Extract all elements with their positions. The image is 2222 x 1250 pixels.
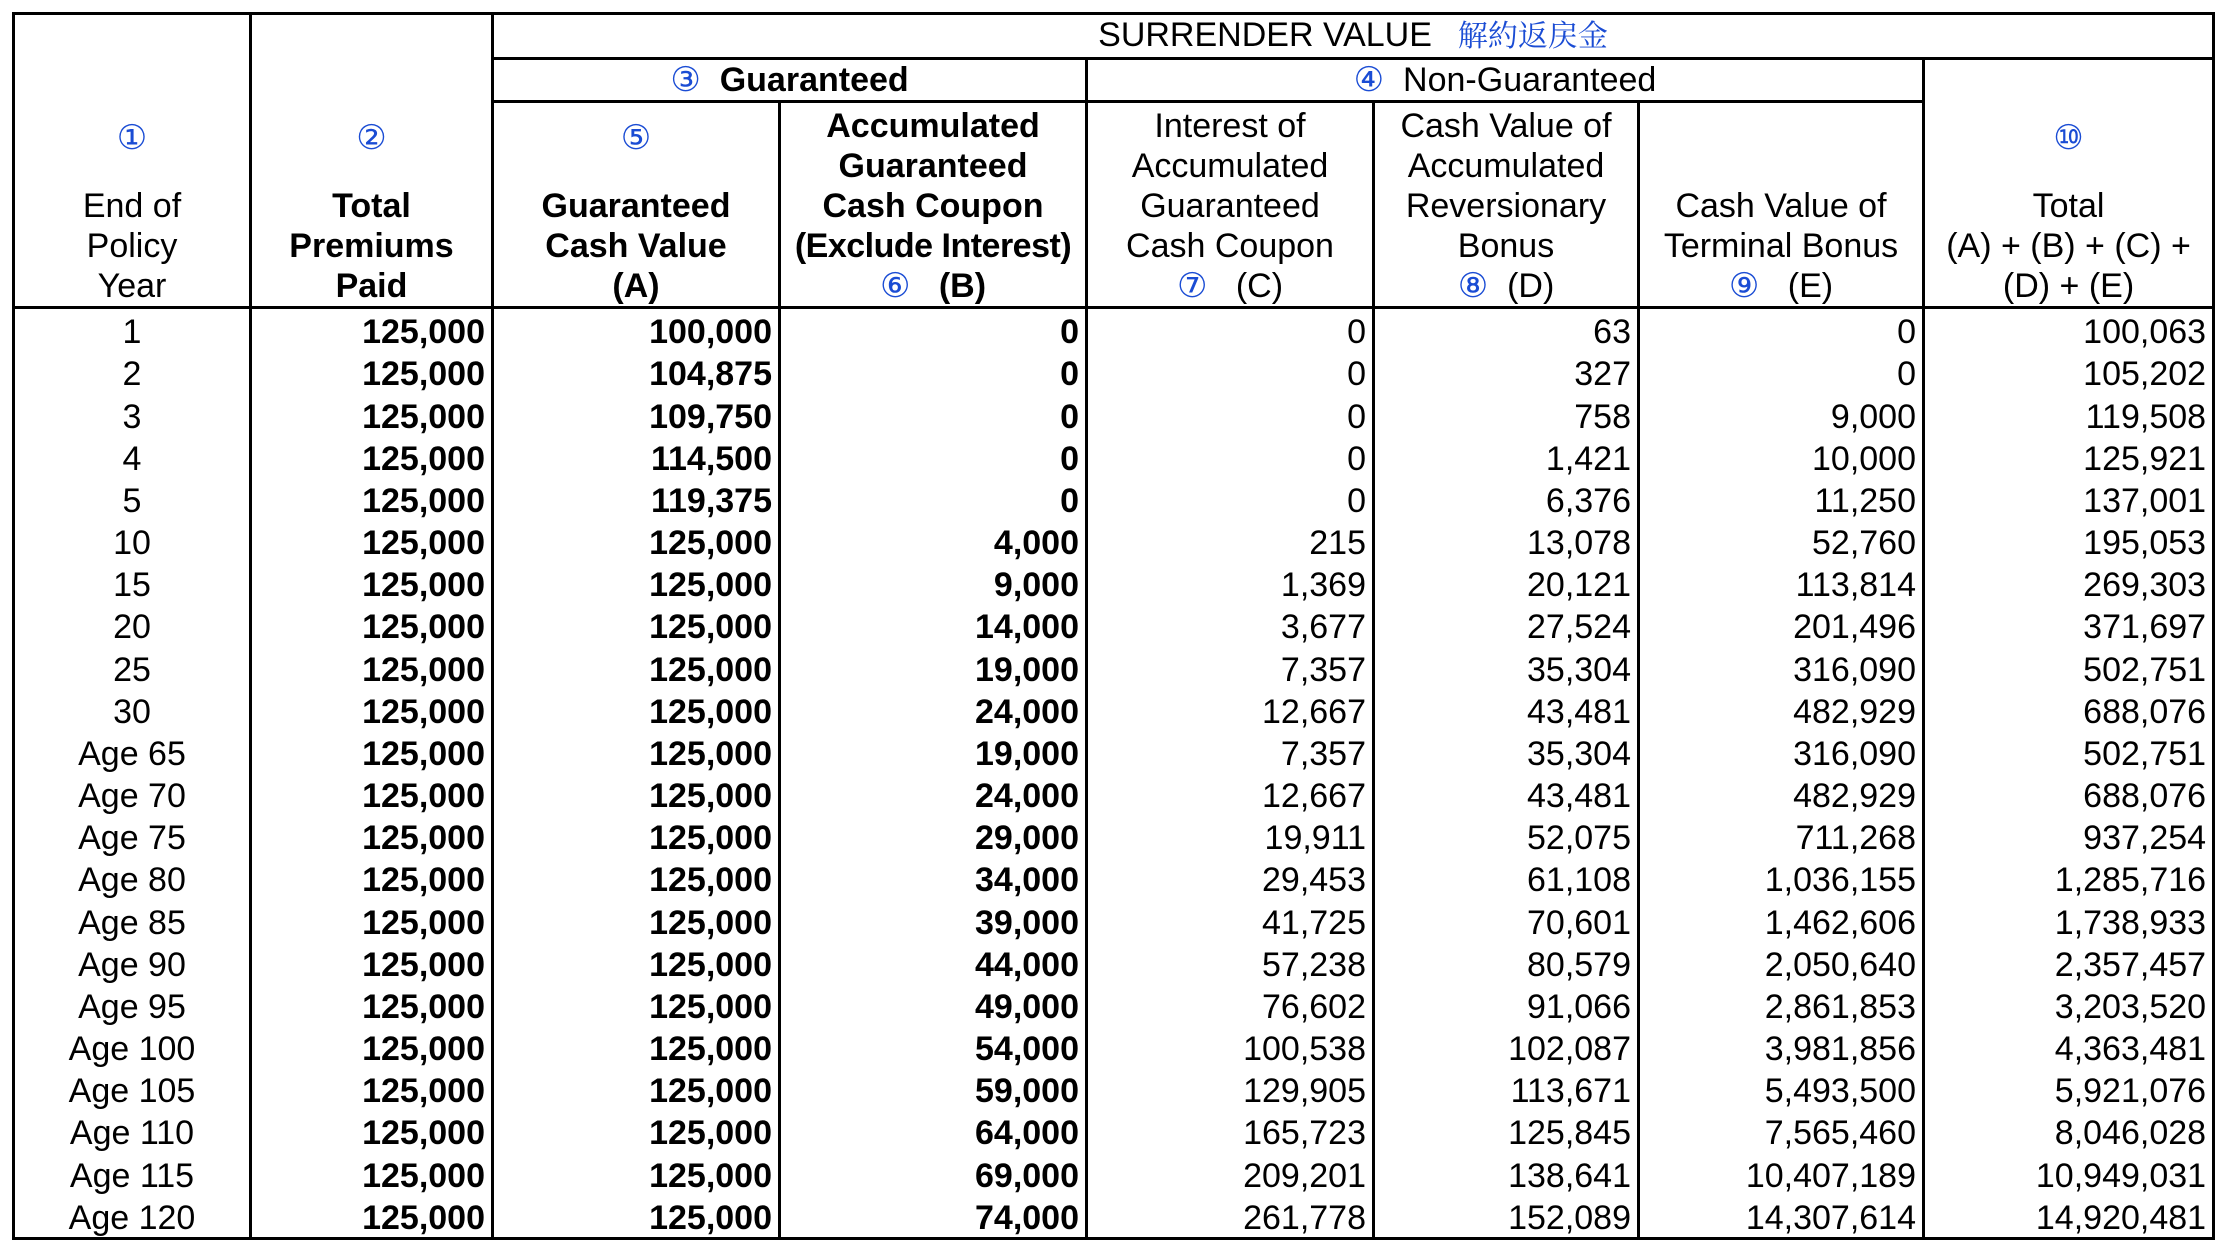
cell-total-premiums: 125,000 bbox=[251, 899, 493, 941]
cell-policy-year: 4 bbox=[14, 436, 251, 478]
cell-guaranteed-cash-value: 125,000 bbox=[493, 562, 780, 604]
guaranteed-label: Guaranteed bbox=[719, 61, 909, 99]
circled-number-6: ⑥ bbox=[879, 267, 911, 305]
cell-accumulated-cash-coupon: 14,000 bbox=[780, 604, 1087, 646]
header-line: End of bbox=[82, 187, 182, 225]
cell-guaranteed-cash-value: 125,000 bbox=[493, 815, 780, 857]
cell-reversionary-bonus: 327 bbox=[1374, 351, 1639, 393]
cell-reversionary-bonus: 52,075 bbox=[1374, 815, 1639, 857]
cell-policy-year: Age 110 bbox=[14, 1110, 251, 1152]
cell-reversionary-bonus: 43,481 bbox=[1374, 689, 1639, 731]
header-total-premiums bbox=[251, 14, 493, 308]
cell-total: 105,202 bbox=[1924, 351, 2214, 393]
cell-interest-cash-coupon: 0 bbox=[1087, 436, 1374, 478]
cell-interest-cash-coupon: 100,538 bbox=[1087, 1026, 1374, 1068]
header-line: (Exclude Interest) bbox=[794, 227, 1072, 265]
cell-guaranteed-cash-value: 125,000 bbox=[493, 520, 780, 562]
cell-interest-cash-coupon: 215 bbox=[1087, 520, 1374, 562]
cell-reversionary-bonus: 20,121 bbox=[1374, 562, 1639, 604]
header-line: Guaranteed bbox=[1140, 187, 1320, 225]
cell-terminal-bonus: 14,307,614 bbox=[1639, 1195, 1924, 1239]
header-line: Cash Coupon bbox=[822, 187, 1044, 225]
header-terminal-bonus bbox=[1639, 102, 1924, 308]
cell-accumulated-cash-coupon: 0 bbox=[780, 308, 1087, 352]
cell-policy-year: 2 bbox=[14, 351, 251, 393]
table-row bbox=[14, 308, 2214, 352]
cell-accumulated-cash-coupon: 24,000 bbox=[780, 773, 1087, 815]
table-row bbox=[14, 942, 2214, 984]
cell-accumulated-cash-coupon: 19,000 bbox=[780, 731, 1087, 773]
cell-guaranteed-cash-value: 125,000 bbox=[493, 646, 780, 688]
header-policy-year bbox=[14, 14, 251, 308]
cell-policy-year: Age 75 bbox=[14, 815, 251, 857]
cell-interest-cash-coupon: 29,453 bbox=[1087, 857, 1374, 899]
cell-total: 688,076 bbox=[1924, 689, 2214, 731]
surrender-value-title-jp: 解約返戻金 bbox=[1457, 19, 1608, 54]
cell-interest-cash-coupon: 0 bbox=[1087, 308, 1374, 352]
cell-interest-cash-coupon: 0 bbox=[1087, 351, 1374, 393]
cell-total: 4,363,481 bbox=[1924, 1026, 2214, 1068]
cell-terminal-bonus: 113,814 bbox=[1639, 562, 1924, 604]
circled-number-9: ⑨ bbox=[1728, 267, 1760, 305]
cell-guaranteed-cash-value: 125,000 bbox=[493, 899, 780, 941]
cell-terminal-bonus: 2,861,853 bbox=[1639, 984, 1924, 1026]
cell-policy-year: Age 115 bbox=[14, 1152, 251, 1194]
cell-total-premiums: 125,000 bbox=[251, 646, 493, 688]
cell-total-premiums: 125,000 bbox=[251, 773, 493, 815]
header-accumulated-cash-coupon bbox=[780, 102, 1087, 308]
cell-interest-cash-coupon: 0 bbox=[1087, 393, 1374, 435]
cell-total-premiums: 125,000 bbox=[251, 689, 493, 731]
cell-policy-year: Age 95 bbox=[14, 984, 251, 1026]
cell-accumulated-cash-coupon: 19,000 bbox=[780, 646, 1087, 688]
cell-total: 119,508 bbox=[1924, 393, 2214, 435]
cell-guaranteed-cash-value: 125,000 bbox=[493, 857, 780, 899]
header-line: Terminal Bonus bbox=[1663, 227, 1899, 265]
header-line: (A) + (B) + (C) + bbox=[1946, 227, 2191, 265]
cell-policy-year: 3 bbox=[14, 393, 251, 435]
cell-interest-cash-coupon: 12,667 bbox=[1087, 773, 1374, 815]
cell-total-premiums: 125,000 bbox=[251, 436, 493, 478]
cell-terminal-bonus: 10,000 bbox=[1639, 436, 1924, 478]
header-interest-cash-coupon bbox=[1087, 102, 1374, 308]
header-surrender-value bbox=[493, 14, 2214, 59]
header-guaranteed-cash-value bbox=[493, 102, 780, 308]
cell-total-premiums: 125,000 bbox=[251, 351, 493, 393]
cell-terminal-bonus: 711,268 bbox=[1639, 815, 1924, 857]
cell-accumulated-cash-coupon: 59,000 bbox=[780, 1068, 1087, 1110]
cell-interest-cash-coupon: 1,369 bbox=[1087, 562, 1374, 604]
header-tag: (D) bbox=[1507, 267, 1555, 305]
cell-total: 10,949,031 bbox=[1924, 1152, 2214, 1194]
cell-reversionary-bonus: 152,089 bbox=[1374, 1195, 1639, 1239]
circled-number-2: ② bbox=[356, 119, 387, 157]
cell-interest-cash-coupon: 209,201 bbox=[1087, 1152, 1374, 1194]
cell-terminal-bonus: 5,493,500 bbox=[1639, 1068, 1924, 1110]
table-row bbox=[14, 1068, 2214, 1110]
header-line: Accumulated bbox=[1131, 147, 1329, 185]
cell-total-premiums: 125,000 bbox=[251, 942, 493, 984]
cell-total: 5,921,076 bbox=[1924, 1068, 2214, 1110]
cell-policy-year: Age 70 bbox=[14, 773, 251, 815]
cell-accumulated-cash-coupon: 24,000 bbox=[780, 689, 1087, 731]
cell-accumulated-cash-coupon: 54,000 bbox=[780, 1026, 1087, 1068]
table-row bbox=[14, 562, 2214, 604]
header-line: Guaranteed bbox=[838, 147, 1028, 185]
header-reversionary-bonus bbox=[1374, 102, 1639, 308]
table-row bbox=[14, 857, 2214, 899]
cell-total-premiums: 125,000 bbox=[251, 1068, 493, 1110]
header-tag: (E) bbox=[1787, 267, 1834, 305]
table-row bbox=[14, 1195, 2214, 1239]
cell-guaranteed-cash-value: 125,000 bbox=[493, 1026, 780, 1068]
header-line: Reversionary bbox=[1405, 187, 1607, 225]
cell-terminal-bonus: 7,565,460 bbox=[1639, 1110, 1924, 1152]
non-guaranteed-label: Non-Guaranteed bbox=[1403, 61, 1657, 99]
circled-number-8: ⑧ bbox=[1457, 267, 1489, 305]
cell-interest-cash-coupon: 57,238 bbox=[1087, 942, 1374, 984]
header-line: Interest of bbox=[1154, 107, 1306, 145]
cell-total: 3,203,520 bbox=[1924, 984, 2214, 1026]
cell-guaranteed-cash-value: 114,500 bbox=[493, 436, 780, 478]
cell-reversionary-bonus: 758 bbox=[1374, 393, 1639, 435]
cell-policy-year: 5 bbox=[14, 478, 251, 520]
table-row bbox=[14, 1026, 2214, 1068]
header-line: Premiums bbox=[289, 227, 454, 265]
surrender-value-title: SURRENDER VALUE bbox=[1098, 16, 1432, 54]
table-row bbox=[14, 436, 2214, 478]
cell-guaranteed-cash-value: 125,000 bbox=[493, 942, 780, 984]
cell-reversionary-bonus: 6,376 bbox=[1374, 478, 1639, 520]
header-tag: (C) bbox=[1235, 267, 1284, 305]
cell-interest-cash-coupon: 261,778 bbox=[1087, 1195, 1374, 1239]
cell-total-premiums: 125,000 bbox=[251, 857, 493, 899]
cell-guaranteed-cash-value: 104,875 bbox=[493, 351, 780, 393]
cell-interest-cash-coupon: 76,602 bbox=[1087, 984, 1374, 1026]
cell-interest-cash-coupon: 165,723 bbox=[1087, 1110, 1374, 1152]
cell-policy-year: Age 105 bbox=[14, 1068, 251, 1110]
circled-number-7: ⑦ bbox=[1176, 267, 1208, 305]
cell-reversionary-bonus: 43,481 bbox=[1374, 773, 1639, 815]
cell-total: 14,920,481 bbox=[1924, 1195, 2214, 1239]
circled-number-4: ④ bbox=[1353, 61, 1385, 99]
cell-accumulated-cash-coupon: 64,000 bbox=[780, 1110, 1087, 1152]
cell-terminal-bonus: 482,929 bbox=[1639, 689, 1924, 731]
cell-reversionary-bonus: 63 bbox=[1374, 308, 1639, 352]
table-row bbox=[14, 815, 2214, 857]
cell-interest-cash-coupon: 7,357 bbox=[1087, 731, 1374, 773]
cell-total-premiums: 125,000 bbox=[251, 562, 493, 604]
cell-interest-cash-coupon: 129,905 bbox=[1087, 1068, 1374, 1110]
cell-interest-cash-coupon: 12,667 bbox=[1087, 689, 1374, 731]
cell-total-premiums: 125,000 bbox=[251, 1152, 493, 1194]
cell-policy-year: Age 120 bbox=[14, 1195, 251, 1239]
cell-policy-year: 1 bbox=[14, 308, 251, 352]
cell-total-premiums: 125,000 bbox=[251, 731, 493, 773]
cell-policy-year: 20 bbox=[14, 604, 251, 646]
cell-interest-cash-coupon: 3,677 bbox=[1087, 604, 1374, 646]
cell-terminal-bonus: 2,050,640 bbox=[1639, 942, 1924, 984]
header-line: Policy bbox=[86, 227, 178, 265]
cell-terminal-bonus: 11,250 bbox=[1639, 478, 1924, 520]
cell-total: 195,053 bbox=[1924, 520, 2214, 562]
header-line: Cash Value of bbox=[1675, 187, 1887, 225]
cell-policy-year: 25 bbox=[14, 646, 251, 688]
cell-guaranteed-cash-value: 125,000 bbox=[493, 689, 780, 731]
cell-guaranteed-cash-value: 109,750 bbox=[493, 393, 780, 435]
cell-accumulated-cash-coupon: 4,000 bbox=[780, 520, 1087, 562]
cell-policy-year: Age 90 bbox=[14, 942, 251, 984]
cell-reversionary-bonus: 35,304 bbox=[1374, 731, 1639, 773]
cell-guaranteed-cash-value: 125,000 bbox=[493, 1110, 780, 1152]
table-row bbox=[14, 731, 2214, 773]
cell-reversionary-bonus: 125,845 bbox=[1374, 1110, 1639, 1152]
cell-guaranteed-cash-value: 125,000 bbox=[493, 731, 780, 773]
table-header bbox=[14, 14, 2214, 308]
cell-terminal-bonus: 0 bbox=[1639, 351, 1924, 393]
cell-total: 100,063 bbox=[1924, 308, 2214, 352]
cell-policy-year: Age 80 bbox=[14, 857, 251, 899]
surrender-value-table bbox=[12, 12, 2215, 1240]
table-row bbox=[14, 1110, 2214, 1152]
cell-reversionary-bonus: 1,421 bbox=[1374, 436, 1639, 478]
cell-reversionary-bonus: 35,304 bbox=[1374, 646, 1639, 688]
table-body bbox=[14, 308, 2214, 1239]
header-line: Year bbox=[97, 267, 167, 305]
cell-total: 8,046,028 bbox=[1924, 1110, 2214, 1152]
cell-terminal-bonus: 0 bbox=[1639, 308, 1924, 352]
cell-terminal-bonus: 1,036,155 bbox=[1639, 857, 1924, 899]
cell-accumulated-cash-coupon: 9,000 bbox=[780, 562, 1087, 604]
cell-policy-year: 10 bbox=[14, 520, 251, 562]
cell-terminal-bonus: 1,462,606 bbox=[1639, 899, 1924, 941]
header-line: Accumulated bbox=[1407, 147, 1605, 185]
cell-accumulated-cash-coupon: 0 bbox=[780, 478, 1087, 520]
cell-total: 502,751 bbox=[1924, 731, 2214, 773]
cell-total-premiums: 125,000 bbox=[251, 393, 493, 435]
cell-accumulated-cash-coupon: 49,000 bbox=[780, 984, 1087, 1026]
header-non-guaranteed bbox=[1087, 59, 1924, 102]
cell-reversionary-bonus: 138,641 bbox=[1374, 1152, 1639, 1194]
table-row bbox=[14, 520, 2214, 562]
cell-total: 1,285,716 bbox=[1924, 857, 2214, 899]
cell-total: 269,303 bbox=[1924, 562, 2214, 604]
cell-terminal-bonus: 52,760 bbox=[1639, 520, 1924, 562]
table-row bbox=[14, 646, 2214, 688]
cell-terminal-bonus: 316,090 bbox=[1639, 731, 1924, 773]
table-row bbox=[14, 773, 2214, 815]
header-tag: (A) bbox=[612, 267, 660, 305]
cell-terminal-bonus: 3,981,856 bbox=[1639, 1026, 1924, 1068]
table-row bbox=[14, 393, 2214, 435]
table-row bbox=[14, 689, 2214, 731]
header-line: (D) + (E) bbox=[2002, 267, 2135, 305]
cell-reversionary-bonus: 102,087 bbox=[1374, 1026, 1639, 1068]
cell-guaranteed-cash-value: 100,000 bbox=[493, 308, 780, 352]
table-row bbox=[14, 478, 2214, 520]
cell-total-premiums: 125,000 bbox=[251, 1026, 493, 1068]
cell-interest-cash-coupon: 7,357 bbox=[1087, 646, 1374, 688]
header-line: Bonus bbox=[1457, 227, 1555, 265]
cell-total: 688,076 bbox=[1924, 773, 2214, 815]
cell-terminal-bonus: 316,090 bbox=[1639, 646, 1924, 688]
table-row bbox=[14, 604, 2214, 646]
header-line: Guaranteed bbox=[541, 187, 731, 225]
cell-accumulated-cash-coupon: 39,000 bbox=[780, 899, 1087, 941]
cell-accumulated-cash-coupon: 0 bbox=[780, 351, 1087, 393]
cell-total: 137,001 bbox=[1924, 478, 2214, 520]
header-line: Total bbox=[2032, 187, 2105, 225]
cell-guaranteed-cash-value: 125,000 bbox=[493, 984, 780, 1026]
header-line: Accumulated bbox=[826, 107, 1040, 145]
cell-total: 1,738,933 bbox=[1924, 899, 2214, 941]
cell-total: 371,697 bbox=[1924, 604, 2214, 646]
table-row bbox=[14, 351, 2214, 393]
cell-terminal-bonus: 201,496 bbox=[1639, 604, 1924, 646]
header-line: Cash Value bbox=[545, 227, 727, 265]
header-line: Cash Value of bbox=[1400, 107, 1612, 145]
cell-total: 937,254 bbox=[1924, 815, 2214, 857]
cell-total-premiums: 125,000 bbox=[251, 815, 493, 857]
table-row bbox=[14, 984, 2214, 1026]
circled-number-10: ⑩ bbox=[2053, 119, 2084, 157]
table-row bbox=[14, 1152, 2214, 1194]
cell-total-premiums: 125,000 bbox=[251, 520, 493, 562]
cell-reversionary-bonus: 91,066 bbox=[1374, 984, 1639, 1026]
cell-reversionary-bonus: 113,671 bbox=[1374, 1068, 1639, 1110]
cell-accumulated-cash-coupon: 69,000 bbox=[780, 1152, 1087, 1194]
cell-total-premiums: 125,000 bbox=[251, 1195, 493, 1239]
cell-total: 125,921 bbox=[1924, 436, 2214, 478]
cell-guaranteed-cash-value: 125,000 bbox=[493, 604, 780, 646]
header-guaranteed bbox=[493, 59, 1087, 102]
cell-interest-cash-coupon: 19,911 bbox=[1087, 815, 1374, 857]
cell-guaranteed-cash-value: 125,000 bbox=[493, 773, 780, 815]
cell-policy-year: Age 100 bbox=[14, 1026, 251, 1068]
header-line: Total bbox=[332, 187, 411, 225]
circled-number-1: ① bbox=[116, 119, 148, 157]
table-row bbox=[14, 899, 2214, 941]
cell-reversionary-bonus: 27,524 bbox=[1374, 604, 1639, 646]
cell-policy-year: Age 65 bbox=[14, 731, 251, 773]
cell-total-premiums: 125,000 bbox=[251, 478, 493, 520]
header-total bbox=[1924, 59, 2214, 308]
cell-terminal-bonus: 10,407,189 bbox=[1639, 1152, 1924, 1194]
cell-terminal-bonus: 9,000 bbox=[1639, 393, 1924, 435]
cell-reversionary-bonus: 61,108 bbox=[1374, 857, 1639, 899]
cell-total: 2,357,457 bbox=[1924, 942, 2214, 984]
cell-total-premiums: 125,000 bbox=[251, 984, 493, 1026]
cell-total-premiums: 125,000 bbox=[251, 308, 493, 352]
cell-guaranteed-cash-value: 125,000 bbox=[493, 1068, 780, 1110]
cell-accumulated-cash-coupon: 34,000 bbox=[780, 857, 1087, 899]
cell-accumulated-cash-coupon: 0 bbox=[780, 393, 1087, 435]
circled-number-5: ⑤ bbox=[620, 119, 652, 157]
cell-interest-cash-coupon: 41,725 bbox=[1087, 899, 1374, 941]
cell-total: 502,751 bbox=[1924, 646, 2214, 688]
cell-guaranteed-cash-value: 125,000 bbox=[493, 1152, 780, 1194]
cell-total-premiums: 125,000 bbox=[251, 604, 493, 646]
cell-accumulated-cash-coupon: 0 bbox=[780, 436, 1087, 478]
cell-reversionary-bonus: 70,601 bbox=[1374, 899, 1639, 941]
cell-reversionary-bonus: 80,579 bbox=[1374, 942, 1639, 984]
cell-total-premiums: 125,000 bbox=[251, 1110, 493, 1152]
cell-policy-year: Age 85 bbox=[14, 899, 251, 941]
cell-interest-cash-coupon: 0 bbox=[1087, 478, 1374, 520]
header-line: Cash Coupon bbox=[1126, 227, 1334, 265]
cell-accumulated-cash-coupon: 74,000 bbox=[780, 1195, 1087, 1239]
circled-number-3: ③ bbox=[670, 61, 701, 99]
cell-guaranteed-cash-value: 119,375 bbox=[493, 478, 780, 520]
cell-terminal-bonus: 482,929 bbox=[1639, 773, 1924, 815]
cell-reversionary-bonus: 13,078 bbox=[1374, 520, 1639, 562]
header-tag: (B) bbox=[938, 267, 987, 305]
cell-accumulated-cash-coupon: 44,000 bbox=[780, 942, 1087, 984]
cell-policy-year: 30 bbox=[14, 689, 251, 731]
header-line: Paid bbox=[335, 267, 408, 305]
cell-guaranteed-cash-value: 125,000 bbox=[493, 1195, 780, 1239]
cell-policy-year: 15 bbox=[14, 562, 251, 604]
cell-accumulated-cash-coupon: 29,000 bbox=[780, 815, 1087, 857]
